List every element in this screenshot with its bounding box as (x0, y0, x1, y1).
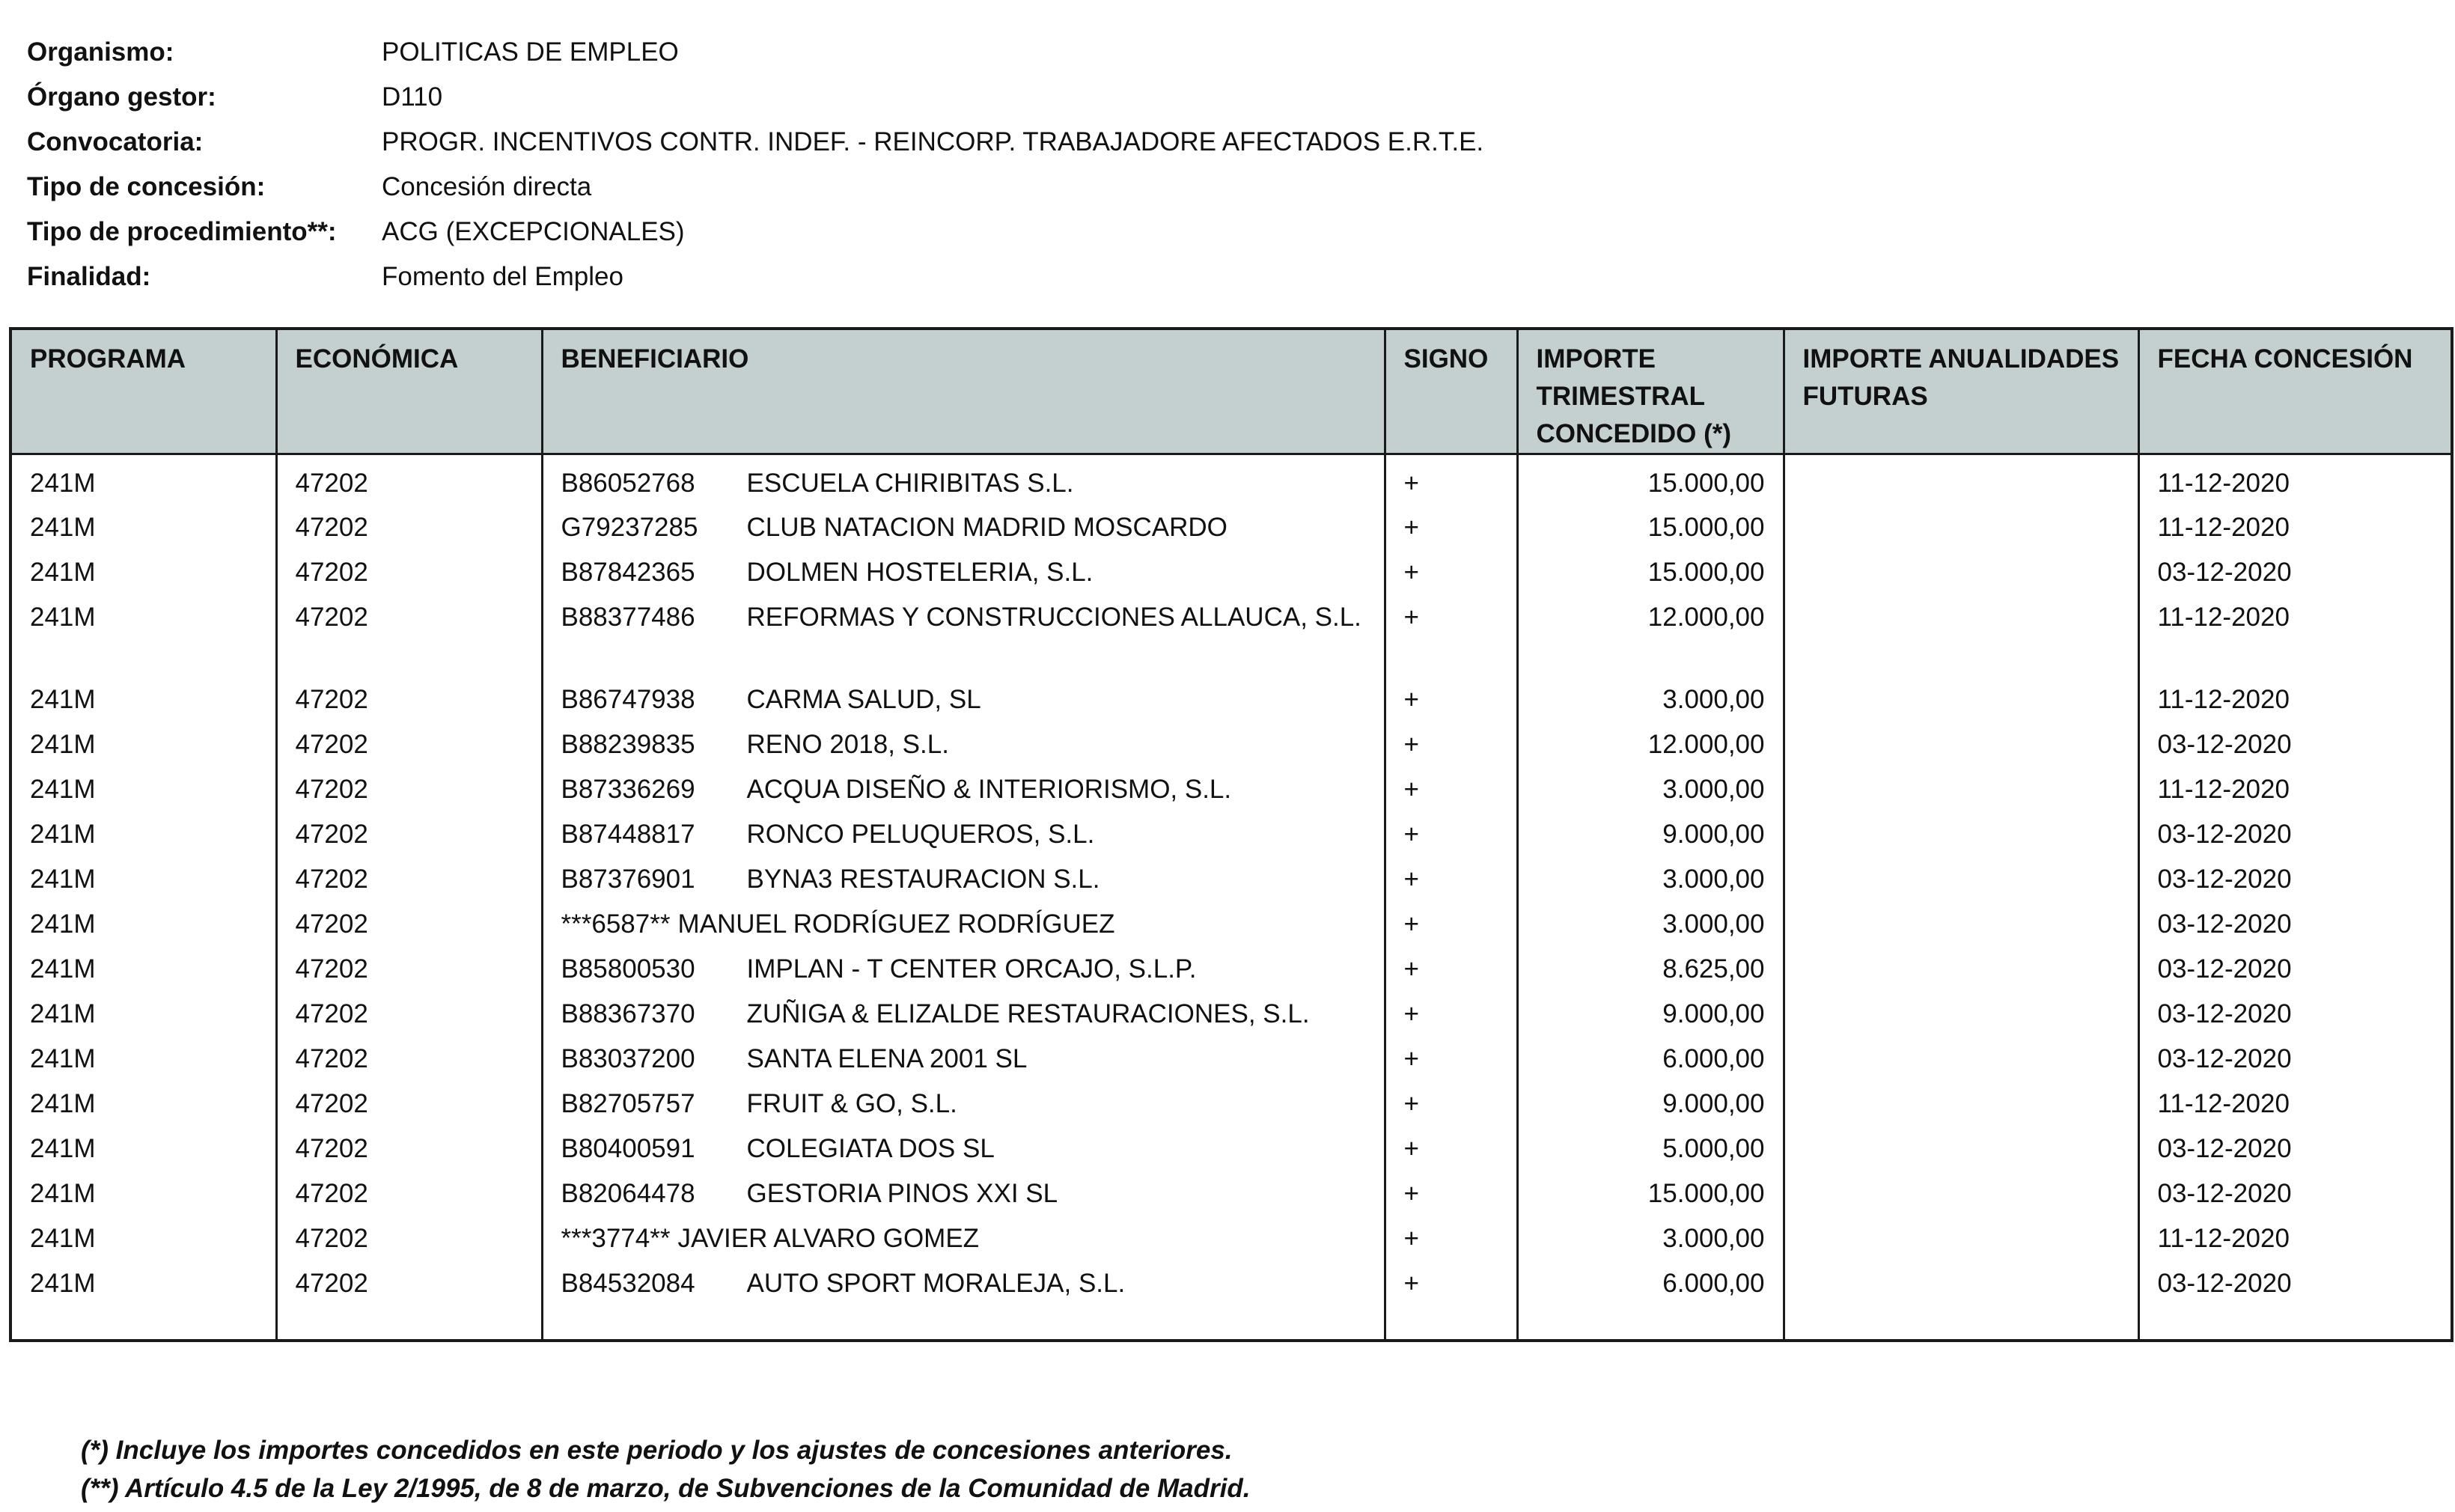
column-header-fecha: FECHA CONCESIÓN (2138, 329, 2452, 454)
cell-signo: + (1385, 900, 1517, 945)
cell-programa: 241M (10, 1035, 276, 1080)
cell-beneficiario (542, 766, 1385, 811)
cell-signo: + (1385, 945, 1517, 990)
cell-futuras (1784, 1260, 2138, 1305)
cell-beneficiario (542, 1125, 1385, 1170)
cell-beneficiario (542, 1080, 1385, 1125)
field-label: Tipo de procedimiento**: (27, 217, 337, 246)
field-label: Organismo: (27, 37, 174, 67)
cell-beneficiario (542, 594, 1385, 676)
cell-futuras (1784, 454, 2138, 504)
cell-importe: 3.000,00 (1517, 766, 1784, 811)
beneficiary-name: AUTO SPORT MORALEJA, S.L. (746, 1268, 1126, 1298)
beneficiary-id: B87842365 (561, 557, 695, 587)
cell-importe: 12.000,00 (1517, 594, 1784, 676)
field-label: Tipo de concesión: (27, 172, 266, 201)
table-row (10, 945, 2452, 990)
beneficiary-id: G79237285 (561, 512, 698, 542)
table-row (10, 594, 2452, 676)
beneficiary-name: BYNA3 RESTAURACION S.L. (746, 864, 1100, 894)
cell-economica: 47202 (276, 1260, 542, 1305)
cell-beneficiario (542, 1035, 1385, 1080)
cell-importe: 9.000,00 (1517, 1080, 1784, 1125)
header-field (27, 120, 1483, 165)
cell-economica: 47202 (276, 856, 542, 900)
cell-importe: 6.000,00 (1517, 1035, 1784, 1080)
table-row (10, 721, 2452, 766)
beneficiary-id: B86052768 (561, 469, 695, 498)
beneficiary-id: ***3774** (561, 1223, 671, 1253)
column-header-importe-anualidades: IMPORTE ANUALIDADES FUTURAS (1784, 329, 2138, 454)
cell-signo: + (1385, 1125, 1517, 1170)
beneficiary-name: CLUB NATACION MADRID MOSCARDO (746, 512, 1228, 542)
field-label: Convocatoria: (27, 127, 204, 156)
cell-fecha: 11-12-2020 (2138, 1215, 2452, 1260)
cell-beneficiario (542, 811, 1385, 856)
cell-futuras (1784, 594, 2138, 676)
cell-signo: + (1385, 1170, 1517, 1215)
cell-futuras (1784, 856, 2138, 900)
cell-economica: 47202 (276, 900, 542, 945)
beneficiary-name: REFORMAS Y CONSTRUCCIONES ALLAUCA, S.L. (746, 602, 1361, 632)
cell-programa: 241M (10, 454, 276, 504)
cell-importe: 15.000,00 (1517, 1170, 1784, 1215)
table-row (10, 1170, 2452, 1215)
cell-programa: 241M (10, 1215, 276, 1260)
field-value: PROGR. INCENTIVOS CONTR. INDEF. - REINCORP. TRABAJADORE AFECTADOS E.R.T.E. (382, 127, 1484, 156)
column-header-signo: SIGNO (1385, 329, 1517, 454)
cell-futuras (1784, 676, 2138, 721)
cell-futuras (1784, 504, 2138, 549)
header-field (27, 254, 1483, 299)
cell-importe: 6.000,00 (1517, 1260, 1784, 1305)
cell-beneficiario (542, 454, 1385, 504)
cell-economica: 47202 (276, 1035, 542, 1080)
cell-importe: 15.000,00 (1517, 454, 1784, 504)
beneficiary-id: B88367370 (561, 999, 695, 1028)
cell-beneficiario (542, 549, 1385, 594)
cell-fecha: 03-12-2020 (2138, 721, 2452, 766)
cell-economica: 47202 (276, 1215, 542, 1260)
beneficiary-id: B87336269 (561, 774, 695, 804)
cell-signo: + (1385, 676, 1517, 721)
cell-beneficiario (542, 900, 1385, 945)
grants-table (9, 327, 2454, 1342)
cell-importe: 3.000,00 (1517, 856, 1784, 900)
cell-importe: 3.000,00 (1517, 1215, 1784, 1260)
cell-fecha: 03-12-2020 (2138, 1170, 2452, 1215)
cell-programa: 241M (10, 721, 276, 766)
field-value: D110 (382, 82, 443, 112)
cell-beneficiario (542, 1260, 1385, 1305)
cell-fecha: 03-12-2020 (2138, 1035, 2452, 1080)
beneficiary-name: RONCO PELUQUEROS, S.L. (746, 819, 1095, 849)
field-value: ACG (EXCEPCIONALES) (382, 217, 685, 246)
header-field (27, 75, 1483, 120)
cell-signo: + (1385, 766, 1517, 811)
cell-economica: 47202 (276, 1125, 542, 1170)
cell-programa: 241M (10, 990, 276, 1035)
cell-fecha: 03-12-2020 (2138, 900, 2452, 945)
header-field (27, 30, 1483, 75)
cell-fecha: 03-12-2020 (2138, 856, 2452, 900)
beneficiary-name: ESCUELA CHIRIBITAS S.L. (746, 469, 1074, 498)
header-field (27, 210, 1483, 254)
cell-futuras (1784, 811, 2138, 856)
footnotes (81, 1431, 1250, 1508)
cell-beneficiario (542, 676, 1385, 721)
beneficiary-id: B84532084 (561, 1268, 695, 1298)
cell-futuras (1784, 900, 2138, 945)
beneficiary-id: B87448817 (561, 819, 695, 849)
cell-signo: + (1385, 549, 1517, 594)
table-header-row (10, 329, 2452, 454)
table-row (10, 1035, 2452, 1080)
beneficiary-id: B82064478 (561, 1178, 695, 1208)
beneficiary-name: MANUEL RODRÍGUEZ RODRÍGUEZ (677, 909, 1115, 939)
cell-signo: + (1385, 990, 1517, 1035)
cell-fecha: 11-12-2020 (2138, 504, 2452, 549)
cell-signo: + (1385, 504, 1517, 549)
cell-importe: 12.000,00 (1517, 721, 1784, 766)
beneficiary-name: FRUIT & GO, S.L. (746, 1088, 957, 1118)
cell-programa: 241M (10, 900, 276, 945)
cell-beneficiario (542, 856, 1385, 900)
cell-signo: + (1385, 1035, 1517, 1080)
cell-futuras (1784, 1215, 2138, 1260)
column-header-importe-trimestral: IMPORTE TRIMESTRAL CONCEDIDO (*) (1517, 329, 1784, 454)
column-header-beneficiario: BENEFICIARIO (542, 329, 1385, 454)
cell-beneficiario (542, 945, 1385, 990)
cell-economica: 47202 (276, 504, 542, 549)
cell-signo: + (1385, 1080, 1517, 1125)
cell-signo: + (1385, 856, 1517, 900)
cell-fecha: 11-12-2020 (2138, 454, 2452, 504)
cell-economica: 47202 (276, 594, 542, 676)
table-filler-row (10, 1305, 2452, 1341)
cell-fecha: 03-12-2020 (2138, 1260, 2452, 1305)
cell-importe: 9.000,00 (1517, 990, 1784, 1035)
beneficiary-name: ZUÑIGA & ELIZALDE RESTAURACIONES, S.L. (746, 999, 1310, 1028)
cell-beneficiario (542, 1170, 1385, 1215)
cell-fecha: 11-12-2020 (2138, 676, 2452, 721)
table-row (10, 900, 2452, 945)
cell-importe: 15.000,00 (1517, 549, 1784, 594)
column-header-economica: ECONÓMICA (276, 329, 542, 454)
beneficiary-id: B85800530 (561, 954, 695, 984)
cell-programa: 241M (10, 549, 276, 594)
beneficiary-name: GESTORIA PINOS XXI SL (746, 1178, 1058, 1208)
beneficiary-id: B80400591 (561, 1133, 695, 1163)
beneficiary-name: ACQUA DISEÑO & INTERIORISMO, S.L. (746, 774, 1232, 804)
cell-economica: 47202 (276, 1080, 542, 1125)
cell-futuras (1784, 1125, 2138, 1170)
beneficiary-id: B82705757 (561, 1088, 695, 1118)
beneficiary-id: B88377486 (561, 602, 695, 632)
column-header-programa: PROGRAMA (10, 329, 276, 454)
cell-beneficiario (542, 721, 1385, 766)
cell-programa: 241M (10, 1080, 276, 1125)
beneficiary-name: COLEGIATA DOS SL (746, 1133, 995, 1163)
table-row (10, 990, 2452, 1035)
cell-importe: 15.000,00 (1517, 504, 1784, 549)
beneficiary-id: ***6587** (561, 909, 671, 939)
table-row (10, 856, 2452, 900)
cell-programa: 241M (10, 1125, 276, 1170)
cell-signo: + (1385, 811, 1517, 856)
grant-header (27, 30, 1483, 299)
beneficiary-id: B86747938 (561, 684, 695, 714)
table-row (10, 676, 2452, 721)
cell-economica: 47202 (276, 549, 542, 594)
cell-economica: 47202 (276, 766, 542, 811)
cell-programa: 241M (10, 766, 276, 811)
table-body (10, 454, 2452, 1341)
table-row (10, 766, 2452, 811)
table-row (10, 811, 2452, 856)
cell-fecha: 03-12-2020 (2138, 549, 2452, 594)
cell-importe: 5.000,00 (1517, 1125, 1784, 1170)
cell-futuras (1784, 1080, 2138, 1125)
cell-importe: 3.000,00 (1517, 676, 1784, 721)
beneficiary-name: DOLMEN HOSTELERIA, S.L. (746, 557, 1094, 587)
cell-signo: + (1385, 721, 1517, 766)
footnote: (**) Artículo 4.5 de la Ley 2/1995, de 8 de marzo, de Subvenciones de la Comunidad de Madrid. (81, 1474, 1251, 1503)
cell-importe: 3.000,00 (1517, 900, 1784, 945)
table-row (10, 1215, 2452, 1260)
beneficiary-id: B88239835 (561, 729, 695, 759)
cell-importe: 9.000,00 (1517, 811, 1784, 856)
table-row (10, 454, 2452, 504)
cell-economica: 47202 (276, 990, 542, 1035)
field-label: Finalidad: (27, 262, 151, 291)
cell-futuras (1784, 945, 2138, 990)
cell-futuras (1784, 1170, 2138, 1215)
cell-fecha: 11-12-2020 (2138, 1080, 2452, 1125)
cell-programa: 241M (10, 504, 276, 549)
beneficiary-name: JAVIER ALVARO GOMEZ (677, 1223, 980, 1253)
cell-programa: 241M (10, 594, 276, 676)
cell-signo: + (1385, 454, 1517, 504)
cell-programa: 241M (10, 856, 276, 900)
cell-futuras (1784, 1035, 2138, 1080)
cell-beneficiario (542, 1215, 1385, 1260)
cell-futuras (1784, 549, 2138, 594)
cell-fecha: 03-12-2020 (2138, 945, 2452, 990)
table-row (10, 1080, 2452, 1125)
table-row (10, 1260, 2452, 1305)
table-row (10, 1125, 2452, 1170)
cell-futuras (1784, 766, 2138, 811)
cell-signo: + (1385, 594, 1517, 676)
cell-economica: 47202 (276, 811, 542, 856)
cell-fecha: 03-12-2020 (2138, 811, 2452, 856)
cell-beneficiario (542, 504, 1385, 549)
cell-fecha: 11-12-2020 (2138, 766, 2452, 811)
beneficiary-name: CARMA SALUD, SL (746, 684, 981, 714)
cell-fecha: 03-12-2020 (2138, 1125, 2452, 1170)
field-value: Concesión directa (382, 172, 592, 201)
cell-programa: 241M (10, 811, 276, 856)
cell-futuras (1784, 990, 2138, 1035)
cell-programa: 241M (10, 945, 276, 990)
cell-signo: + (1385, 1215, 1517, 1260)
table-row (10, 504, 2452, 549)
cell-economica: 47202 (276, 676, 542, 721)
beneficiary-name: IMPLAN - T CENTER ORCAJO, S.L.P. (746, 954, 1197, 984)
beneficiary-name: SANTA ELENA 2001 SL (746, 1043, 1028, 1073)
cell-importe: 8.625,00 (1517, 945, 1784, 990)
cell-futuras (1784, 721, 2138, 766)
cell-fecha: 03-12-2020 (2138, 990, 2452, 1035)
cell-programa: 241M (10, 1170, 276, 1215)
beneficiary-id: B87376901 (561, 864, 695, 894)
field-value: POLITICAS DE EMPLEO (382, 37, 679, 67)
cell-economica: 47202 (276, 454, 542, 504)
cell-economica: 47202 (276, 945, 542, 990)
field-label: Órgano gestor: (27, 82, 216, 112)
cell-beneficiario (542, 990, 1385, 1035)
cell-fecha: 11-12-2020 (2138, 594, 2452, 676)
cell-economica: 47202 (276, 721, 542, 766)
beneficiary-name: RENO 2018, S.L. (746, 729, 949, 759)
cell-programa: 241M (10, 1260, 276, 1305)
footnote: (*) Incluye los importes concedidos en este periodo y los ajustes de concesiones anteriores. (81, 1436, 1233, 1465)
cell-economica: 47202 (276, 1170, 542, 1215)
cell-signo: + (1385, 1260, 1517, 1305)
header-field (27, 165, 1483, 210)
beneficiary-id: B83037200 (561, 1043, 695, 1073)
field-value: Fomento del Empleo (382, 262, 623, 291)
table-row (10, 549, 2452, 594)
cell-programa: 241M (10, 676, 276, 721)
